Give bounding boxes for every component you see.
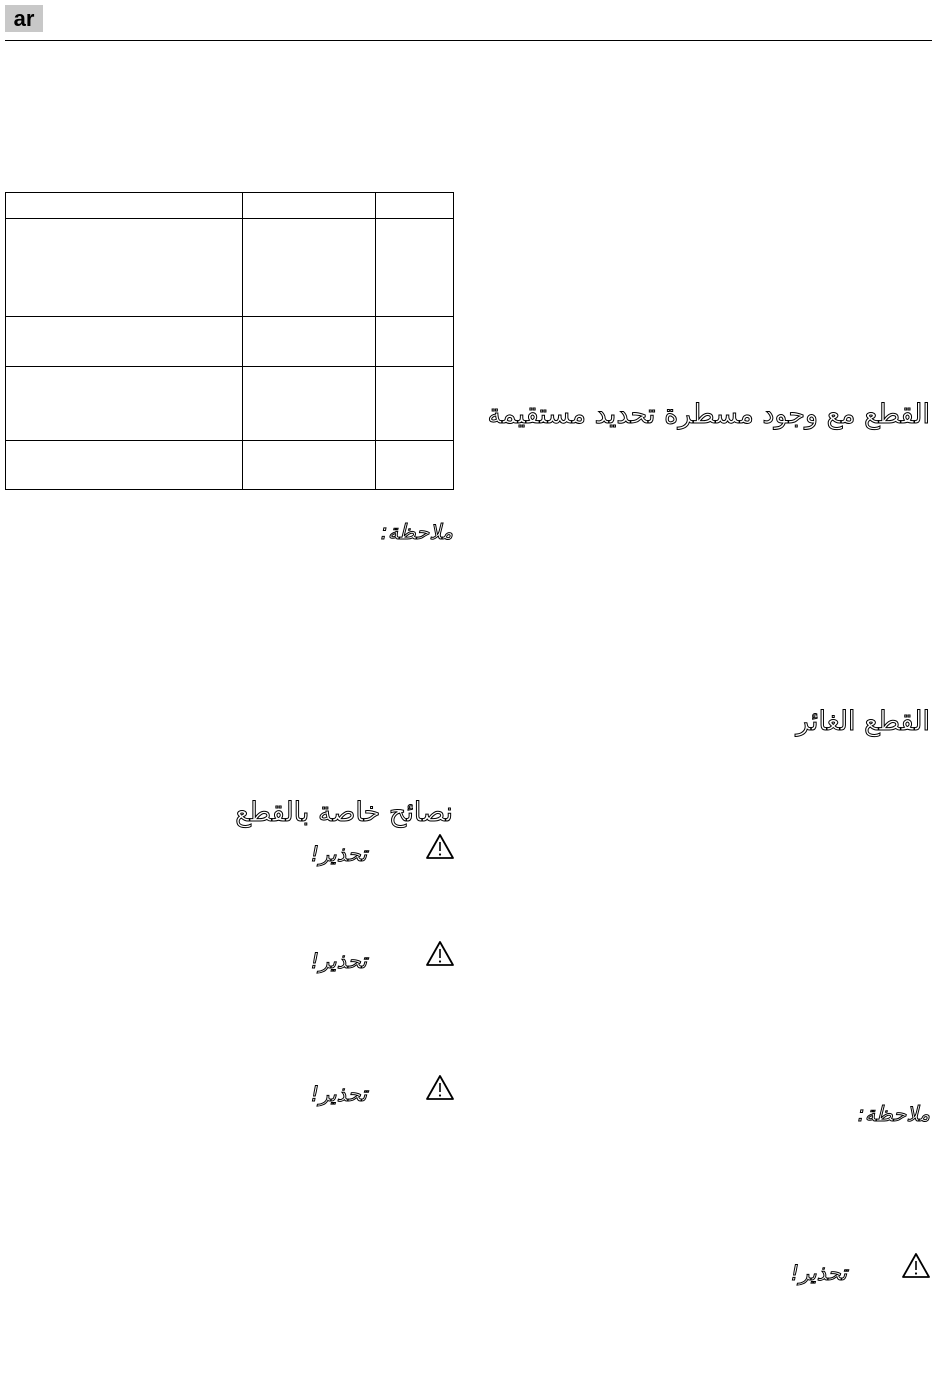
- warning-label: تحذير!: [310, 1082, 367, 1106]
- table-row: [6, 219, 454, 317]
- language-badge: ar: [5, 5, 43, 32]
- table-row: [6, 367, 454, 441]
- note-label: ملاحظة:: [380, 520, 453, 544]
- warning-label: تحذير!: [310, 949, 367, 973]
- spec-table: [5, 192, 454, 490]
- warning-triangle-icon: [425, 833, 455, 860]
- warning-label: تحذير!: [310, 842, 367, 866]
- table-row: [6, 193, 454, 219]
- warning-triangle-icon: [425, 940, 455, 967]
- section-heading: نصائح خاصة بالقطع: [235, 797, 453, 828]
- warning-label: تحذير!: [790, 1261, 847, 1285]
- warning-triangle-icon: [425, 1074, 455, 1101]
- table-row: [6, 317, 454, 367]
- header-rule: [5, 40, 932, 41]
- section-heading: القطع الغائر: [796, 706, 930, 737]
- warning-triangle-icon: [901, 1252, 931, 1279]
- table-row: [6, 441, 454, 490]
- note-label: ملاحظة:: [857, 1102, 930, 1126]
- section-heading: القطع مع وجود مسطرة تحديد مستقيمة: [487, 399, 930, 430]
